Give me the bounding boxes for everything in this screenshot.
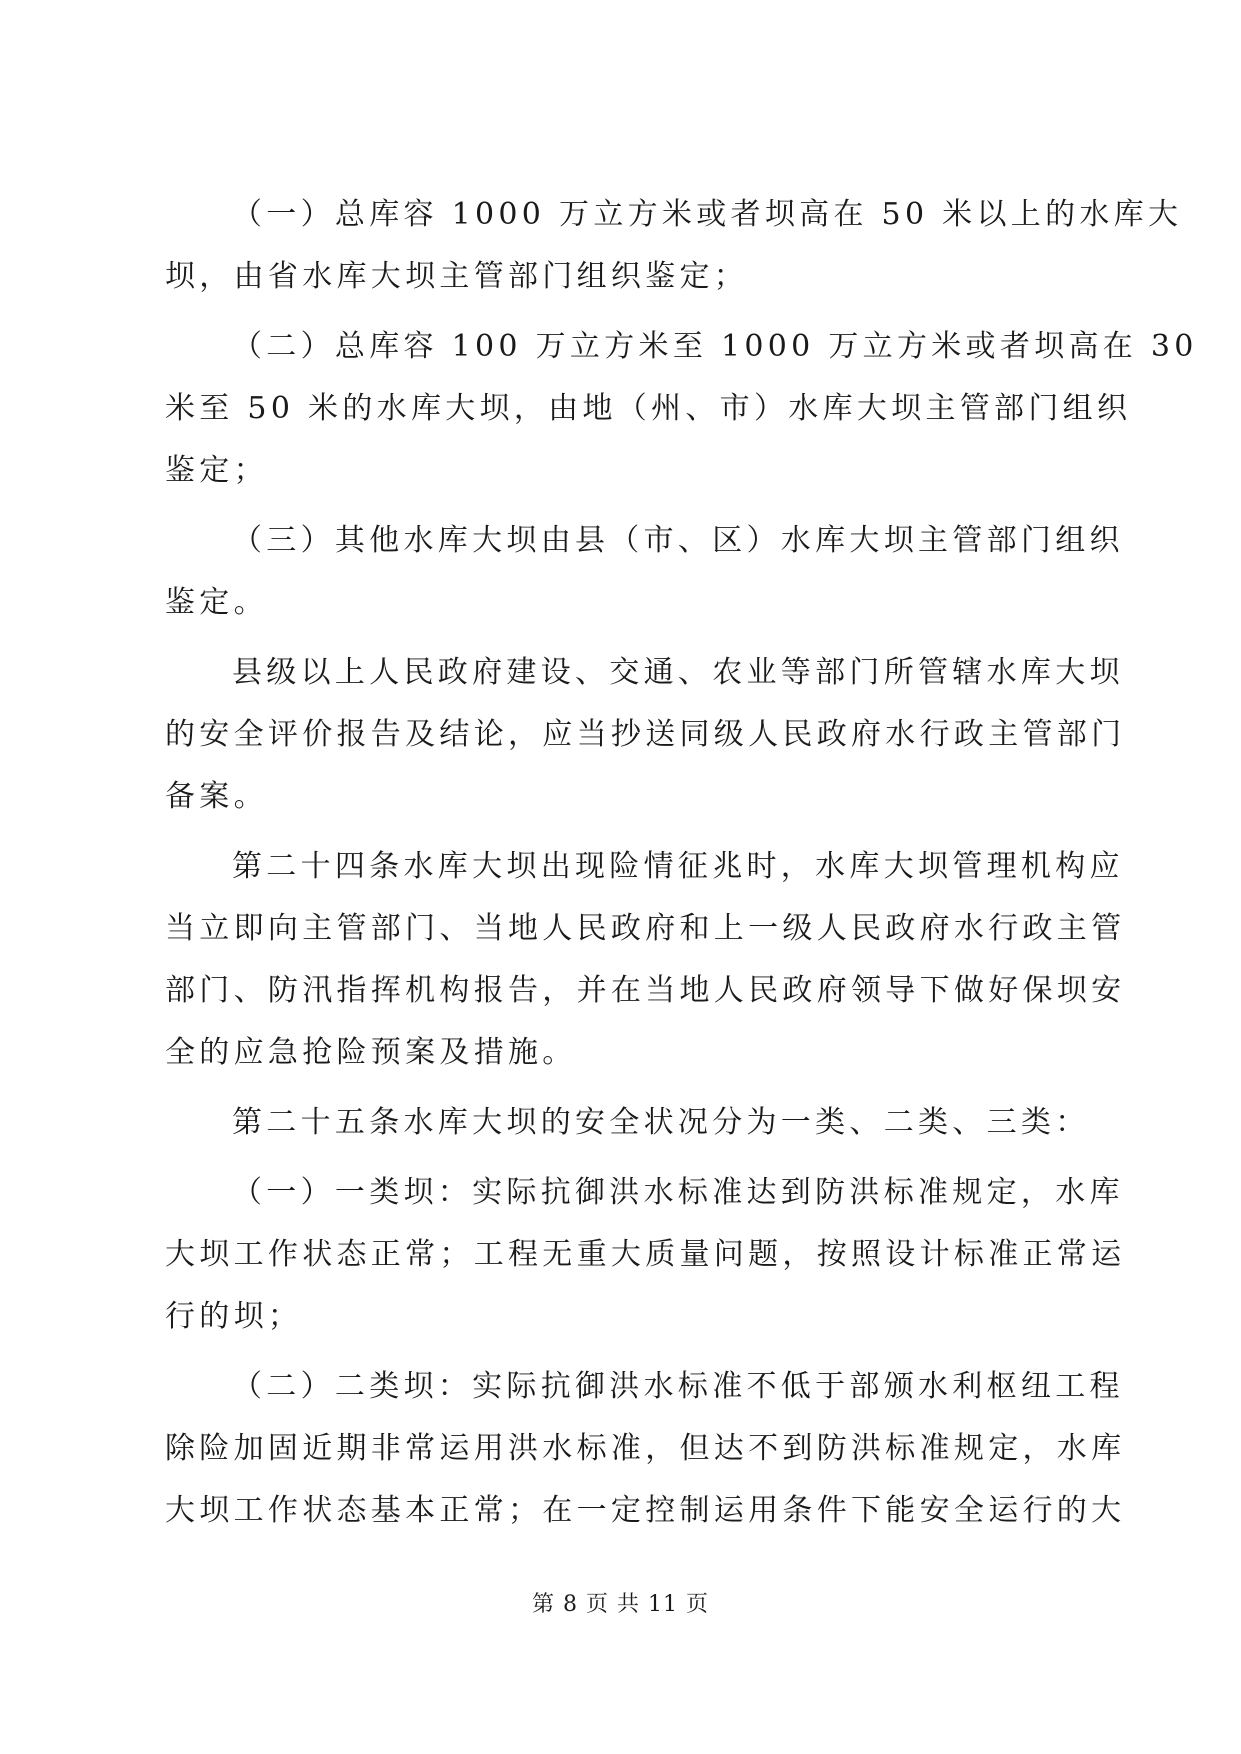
text-line: （二）二类坝：实际抗御洪水标准不低于部颁水利枢纽工程 xyxy=(232,1369,1124,1404)
text-line: （一）总库容 1000 万立方米或者坝高在 50 米以上的水库大 xyxy=(232,197,1183,232)
text-line: 鉴定； xyxy=(165,453,268,488)
text-line: 全的应急抢险预案及措施。 xyxy=(165,1035,577,1070)
text-line: 备案。 xyxy=(165,779,268,814)
text-line: 第二十四条水库大坝出现险情征兆时，水库大坝管理机构应 xyxy=(232,849,1124,884)
text-line: 部门、防汛指挥机构报告，并在当地人民政府领导下做好保坝安 xyxy=(165,973,1126,1008)
page-footer xyxy=(0,1590,1241,1620)
text-line: 县级以上人民政府建设、交通、农业等部门所管辖水库大坝 xyxy=(232,655,1124,690)
text-line: 当立即向主管部门、当地人民政府和上一级人民政府水行政主管 xyxy=(165,911,1126,946)
page-number-label: 第 8 页 共 11 页 xyxy=(532,1592,709,1617)
text-line: 大坝工作状态正常；工程无重大质量问题，按照设计标准正常运 xyxy=(165,1237,1126,1272)
text-line: （二）总库容 100 万立方米至 1000 万立方米或者坝高在 30 xyxy=(232,329,1198,364)
text-line: （一）一类坝：实际抗御洪水标准达到防洪标准规定，水库 xyxy=(232,1175,1124,1210)
text-line: 大坝工作状态基本正常；在一定控制运用条件下能安全运行的大 xyxy=(165,1493,1126,1528)
text-line: 第二十五条水库大坝的安全状况分为一类、二类、三类： xyxy=(232,1105,1090,1140)
text-line: 除险加固近期非常运用洪水标准，但达不到防洪标准规定，水库 xyxy=(165,1431,1126,1466)
text-line: 行的坝； xyxy=(165,1299,303,1334)
text-line: （三）其他水库大坝由县（市、区）水库大坝主管部门组织 xyxy=(232,523,1124,558)
text-line: 坝，由省水库大坝主管部门组织鉴定； xyxy=(165,259,749,294)
text-line: 米至 50 米的水库大坝，由地（州、市）水库大坝主管部门组织 xyxy=(165,391,1132,426)
text-line: 的安全评价报告及结论，应当抄送同级人民政府水行政主管部门 xyxy=(165,717,1126,752)
text-line: 鉴定。 xyxy=(165,585,268,620)
